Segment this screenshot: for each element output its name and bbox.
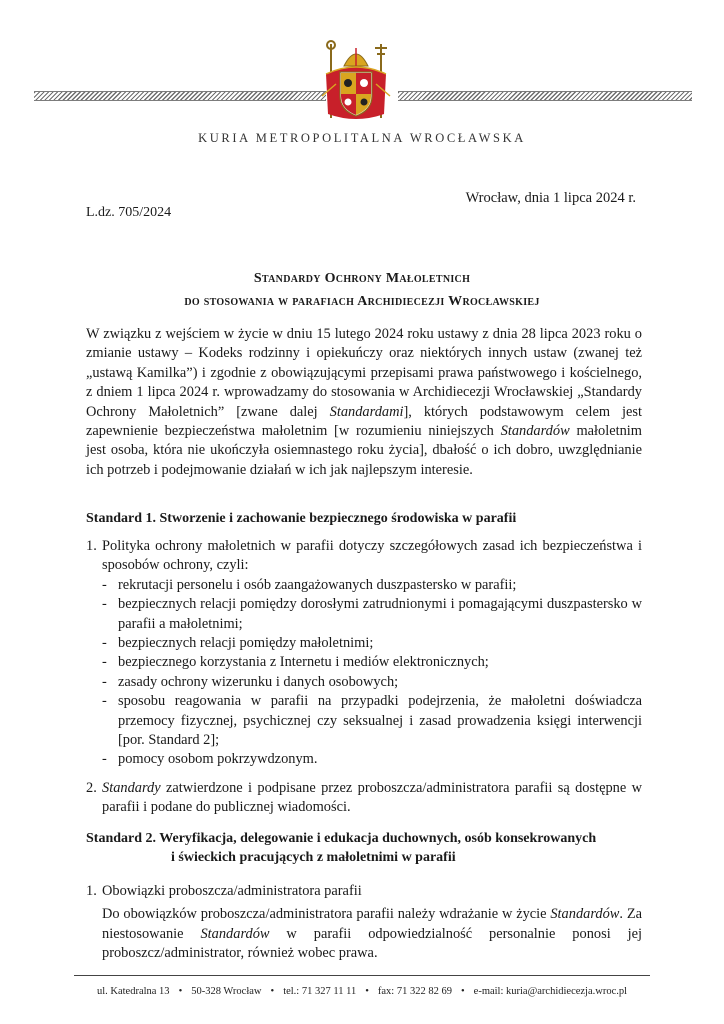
- standard-2-heading-line-2: i świeckich pracujących z małoletnimi w parafii: [171, 850, 456, 866]
- footer-contact: [0, 986, 724, 997]
- bullet-item: [102, 595, 642, 634]
- bullet-item: [102, 692, 642, 750]
- standard-2-body: [86, 882, 642, 964]
- standard-2-heading-line-1: Standard 2. Weryfikacja, delegowanie i edukacja duchownych, osób konsekrowanych: [86, 831, 597, 846]
- standard-1-heading: Standard 1. Stworzenie i zachowanie bezpiecznego środowiska w parafii: [86, 511, 517, 526]
- footer-separator: •: [460, 986, 465, 997]
- bullet-text: bezpiecznego korzystania z Internetu i mediów elektronicznych;: [118, 654, 489, 671]
- standard-1-bullet-list: [102, 576, 642, 770]
- bullet-item: [102, 634, 642, 653]
- decorative-rope-right: [398, 91, 692, 101]
- bullet-item: [102, 653, 642, 672]
- bullet-text: pomocy osobom pokrzywdzonym.: [118, 751, 318, 768]
- standard-2-heading: [86, 829, 642, 868]
- bullet-item: [102, 576, 642, 595]
- standard-2-item-1-text: [86, 905, 642, 963]
- bullet-item: [102, 673, 642, 692]
- para-italic: Standardów: [200, 925, 270, 942]
- item-text: Polityka ochrony małoletnich w parafii dotyczy szczegółowych zasad ich bezpieczeństwa i sposobów ochrony, czyli:: [102, 538, 642, 574]
- intro-italic-1: Standardami: [329, 403, 404, 420]
- footer-postal: 50-328 Wrocław: [191, 986, 262, 997]
- item-italic: Standardy: [102, 779, 161, 796]
- dash-marker: -: [102, 654, 107, 671]
- footer-separator: •: [365, 986, 369, 997]
- standard-2-item-1: [86, 882, 642, 901]
- para-text: Za niestosowanie: [102, 906, 642, 942]
- item-number: 2.: [86, 779, 97, 796]
- para-text: w parafii odpowiedzialność personalnie ponosi jej proboszcz/administrator, również wobec prawa.: [102, 925, 642, 962]
- bullet-text: zasady ochrony wizerunku i danych osobowych;: [118, 673, 399, 690]
- footer-email[interactable]: e-mail: kuria@archidiecezja.wroc.pl: [473, 986, 628, 997]
- intro-paragraph: [86, 325, 642, 480]
- para-italic: Standardów: [550, 906, 620, 923]
- dash-marker: -: [102, 751, 107, 768]
- dash-marker: -: [102, 576, 107, 593]
- title-line-1: Standardy Ochrony Małoletnich: [253, 271, 471, 286]
- title-line-2: do stosowania w parafiach Archidiecezji Wrocławskiej: [184, 294, 540, 309]
- intro-text-2: ], których podstawowym celem jest zapewnienie bezpieczeństwa małoletnim [w rozumieniu niniejszych: [86, 403, 642, 440]
- bullet-text: bezpiecznych relacji pomiędzy dorosłymi zatrudnionymi i pomagającymi duszpastersko w parafii a małoletnimi;: [118, 596, 642, 632]
- item-number: 1.: [86, 883, 97, 899]
- footer-separator: •: [270, 986, 275, 997]
- reference-number: L.dz. 705/2024: [86, 205, 172, 220]
- place-date: Wrocław, dnia 1 lipca 2024 r.: [465, 190, 636, 206]
- dash-marker: -: [102, 596, 107, 613]
- item-title: Obowiązki proboszcza/administratora parafii: [102, 883, 362, 899]
- item-text: zatwierdzone i podpisane przez proboszcza/administratora parafii są dostępne w parafii i podane do publicznej wiadomości.: [102, 779, 642, 816]
- intro-text-1: W związku z wejściem w życie w dniu 15 lutego 2024 roku ustawy z dnia 28 lipca 2023 roku o zmianie ustawy – Kodeks rodzinny i opiekuńczy oraz niektórych innych ustaw (zwanej też „ustawą Kamilka”) i zgodnie z obowiązującymi przepisami prawa państwowego i kościelnego, z dniem 1 lipca 2024 r. wprowadzamy do stosowania w Archidiecezji Wrocławskiej „Standardy Ochrony Małoletnich” [zwane dalej: [86, 326, 642, 420]
- bullet-text: bezpiecznych relacji pomiędzy małoletnimi;: [118, 635, 374, 652]
- bullet-text: rekrutacji personelu i osób zaangażowanych duszpastersko w parafii;: [118, 576, 517, 593]
- dash-marker: -: [102, 693, 107, 710]
- footer-separator: •: [178, 986, 183, 997]
- document-title: [0, 267, 724, 313]
- footer-fax: fax: 71 322 82 69: [377, 986, 452, 997]
- decorative-rope-left: [34, 91, 326, 101]
- para-text: Do obowiązków proboszcza/administratora parafii należy wdrażanie w życie: [102, 906, 551, 923]
- item-number: 1.: [86, 538, 97, 554]
- footer-phone: tel.: 71 327 11 11: [283, 986, 357, 997]
- dash-marker: -: [102, 673, 107, 690]
- intro-italic-2: Standardów: [500, 423, 570, 440]
- bullet-text: sposobu reagowania w parafii na przypadki podejrzenia, że małoletni doświadcza przemocy fizycznej, psychicznej czy seksualnej i zasad prowadzenia księgi interwencji [por. Standard 2];: [118, 693, 642, 749]
- standard-1-item-1: [86, 537, 642, 770]
- standard-1-body: [86, 537, 642, 818]
- para-text: .: [619, 906, 623, 923]
- intro-text-3: małoletnim jest osoba, która nie ukończyła osiemnastego roku życia], dbałość o ich dobro, uwzględnianie ich potrzeb i podejmowanie działań w ich jak najlepszym interesie.: [86, 423, 642, 478]
- standard-1-item-2: [86, 779, 642, 818]
- dash-marker: -: [102, 635, 107, 652]
- footer-divider: [74, 975, 650, 976]
- bullet-item: [102, 750, 642, 769]
- footer-address: ul. Katedralna 13: [96, 986, 170, 997]
- institution-name: KURIA METROPOLITALNA WROCŁAWSKA: [198, 131, 526, 145]
- coat-of-arms-icon: [318, 38, 394, 124]
